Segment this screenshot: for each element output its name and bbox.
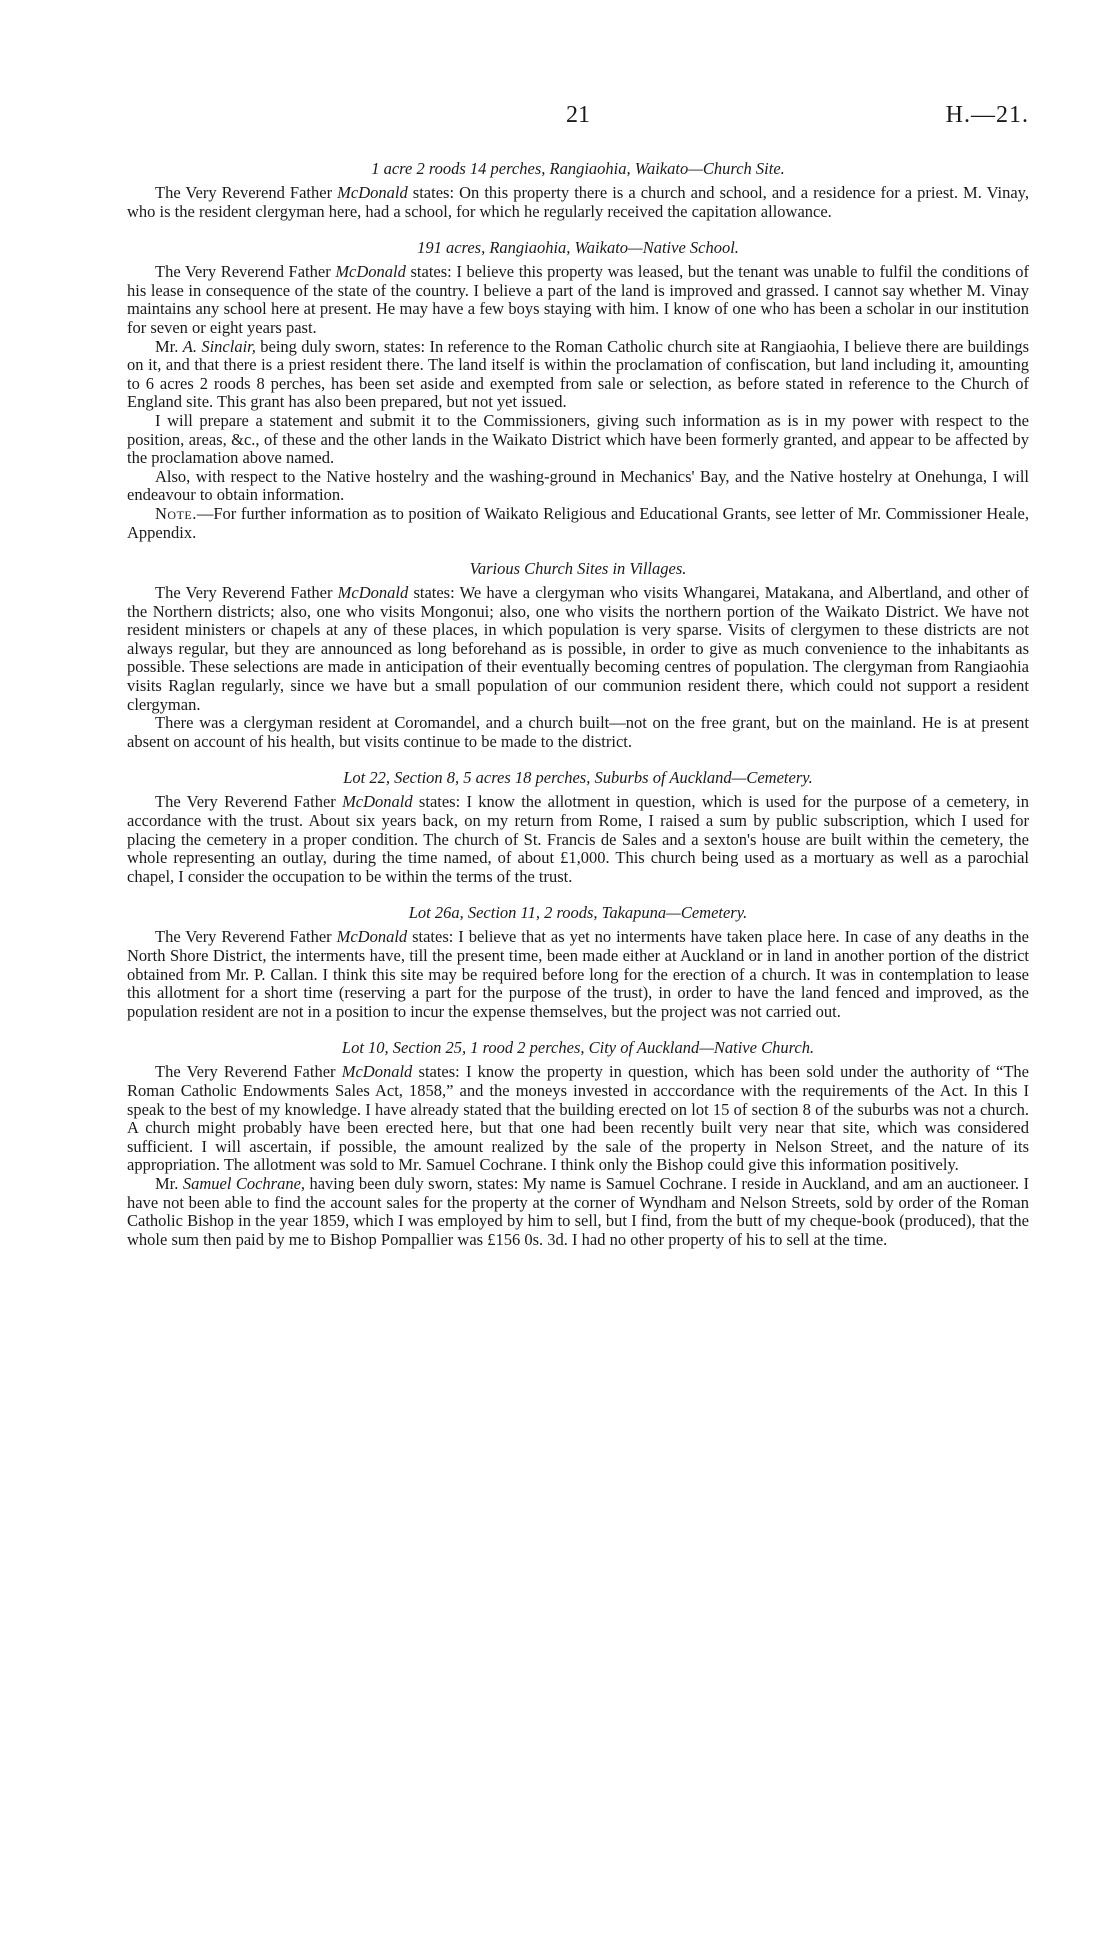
witness-name: McDonald bbox=[342, 792, 413, 812]
witness-name: McDonald bbox=[335, 262, 406, 282]
section bbox=[127, 1037, 1029, 1249]
section-heading: Lot 10, Section 25, 1 rood 2 perches, City of Auckland—Native Church. bbox=[341, 1038, 815, 1058]
paragraph bbox=[127, 338, 1029, 412]
paragraph-lead: The Very Reverend Father bbox=[155, 792, 343, 812]
paragraph-text: states: I know the property in question, which has been sold under the authority of “The Roman Catholic Endowments Sales Act, 1858,” and the moneys invested in acccordance with the requirements of the Act. In this I speak to the best of my knowledge. I have already stated that the building erected on lot 15 of section 8 of the suburbs was not a church. A church might probably have been erected here, but that one had been recently built very near that site, which was considered sufficient. I will ascertain, if possible, the amount realized by the sale of the property in Nelson Street, and the nature of its appropriation. The allotment was sold to Mr. Samuel Cochrane. I think only the Bishop could give this information positively. bbox=[127, 1062, 1029, 1175]
paragraph-text: states: I know the allotment in question, which is used for the purpose of a cemetery, in accordance with the trust. About six years back, on my return from Rome, I raised a sum by public subscription, which I used for placing the cemetery in a proper condition. The church of St. Francis de Sales and a sexton's house are built within the cemetery, the whole representing an outlay, during the time named, of about £1,000. This church being used as a mortuary as well as a parochial chapel, I consider the occupation to be within the terms of the trust. bbox=[127, 792, 1029, 886]
paragraph bbox=[127, 714, 1029, 751]
witness-name: McDonald bbox=[341, 1062, 413, 1082]
paragraph-lead: The Very Reverend Father bbox=[155, 183, 338, 202]
note-label: Note. bbox=[155, 503, 197, 523]
document-reference: H.—21. bbox=[945, 102, 1029, 128]
section bbox=[127, 237, 1029, 542]
document-page bbox=[127, 102, 1029, 1265]
paragraph bbox=[127, 412, 1029, 468]
section-heading: Lot 22, Section 8, 5 acres 18 perches, Suburbs of Auckland—Cemetery. bbox=[343, 768, 813, 788]
paragraph-text: I will prepare a statement and submit it to the Commissioners, giving such information as is in my power with respect to the position, areas, &c., of these and the other lands in the Waikato District which have been formerly granted, and appear to be affected by the proclamation above named. bbox=[127, 410, 1029, 468]
paragraph-text: There was a clergyman resident at Coromandel, and a church built—not on the free grant, but on the mainland. He is at present absent on account of his health, but visits continue to be made to the district. bbox=[127, 713, 1029, 751]
paragraph-text: having been duly sworn, states: My name is Samuel Cochrane. I reside in Auckland, and am an auctioneer. I have not been able to find the account sales for the property at the corner of Wyndham and Nelson Streets, sold by order of the Roman Catholic Bishop in the year 1859, which I was employed by him to sell, but I find, from the butt of my cheque-book (produced), that the whole sum then paid by me to Bishop Pompallier was £156 0s. 3d. I had no other property of his to sell at the time. bbox=[127, 1173, 1029, 1249]
paragraph-text: states: On this property there is a church and school, and a residence for a priest. M. Vinay, who is the resident clergyman here, had a school, for which he regularly received the capitation allowance. bbox=[127, 183, 1029, 221]
section bbox=[127, 558, 1029, 751]
document-body bbox=[127, 158, 1029, 1249]
section bbox=[127, 158, 1029, 221]
witness-name: A. Sinclair, bbox=[182, 336, 256, 356]
paragraph bbox=[127, 584, 1029, 714]
paragraph-text: states: We have a clergyman who visits Whangarei, Matakana, and Albertland, and other of the Northern districts; also, one who visits Mongonui; also, one who visits the northern portion of the Waikato District. We have not resident ministers or chapels at any of these places, in which population is very sparse. Visits of clergymen to these districts are not always regular, but they are announced as long beforehand as is possible, in order to give as much convenience to the inhabitants as possible. These selections are made in anticipation of their eventually becoming centres of population. The clergyman from Rangiaohia visits Raglan regularly, since we have but a small population of our communion resident there, which could not support a resident clergyman. bbox=[127, 583, 1030, 714]
paragraph-text: states: I believe that as yet no interments have taken place here. In case of any deaths in the North Shore District, the interments have, till the present time, been made either at Auckland or in land in another portion of the district obtained from Mr. P. Callan. I think this site may be required before long for the erection of a church. It was in contemplation to lease this allotment for a short time (reserving a part for the purpose of the trust), in order to have the land fenced and improved, as the population resident are not in a position to incur the expense themselves, but the project was not carried out. bbox=[127, 927, 1029, 1021]
witness-name: McDonald bbox=[337, 183, 408, 202]
paragraph bbox=[127, 505, 1029, 542]
witness-name: McDonald bbox=[336, 927, 408, 947]
paragraph-text: Also, with respect to the Native hostelry and the washing-ground in Mechanics' Bay, and the Native hostelry at Onehunga, I will endeavour to obtain information. bbox=[127, 466, 1029, 505]
page-number: 21 bbox=[566, 102, 590, 128]
paragraph-lead: The Very Reverend Father bbox=[155, 927, 337, 947]
paragraph bbox=[127, 468, 1029, 505]
paragraph bbox=[127, 1175, 1029, 1249]
section bbox=[127, 902, 1029, 1021]
paragraph-text: —For further information as to position of Waikato Religious and Educational Grants, see letter of Mr. Commissioner Heale, Appendix. bbox=[127, 503, 1029, 542]
paragraph-lead: Mr. bbox=[155, 1173, 183, 1193]
page-header bbox=[127, 102, 1029, 136]
witness-name: Samuel Cochrane, bbox=[182, 1173, 306, 1193]
paragraph-text: being duly sworn, states: In reference to the Roman Catholic church site at Rangiaohia, I believe there are buildings on it, and that there is a priest resident there. The land itself is within the proclamation of confiscation, but land including it, amounting to 6 acres 2 roods 8 perches, has been set aside and exempted from sale or selection, as before stated in reference to the Church of England site. This grant has also been prepared, but not yet issued. bbox=[127, 336, 1029, 412]
paragraph-text: states: I believe this property was leased, but the tenant was unable to fulfil the conditions of his lease in consequence of the state of the country. I believe a part of the land is improved and grassed. I cannot say whether M. Vinay maintains any school here at present. He may have a few boys staying with him. I know of one who has been a scholar in our institution for seven or eight years past. bbox=[127, 262, 1029, 337]
paragraph bbox=[127, 184, 1029, 221]
paragraph-lead: The Very Reverend Father bbox=[155, 1062, 342, 1082]
paragraph-lead: The Very Reverend Father bbox=[155, 583, 338, 603]
paragraph-lead: Mr. bbox=[155, 336, 183, 356]
section-heading: 1 acre 2 roods 14 perches, Rangiaohia, Waikato—Church Site. bbox=[371, 159, 785, 178]
witness-name: McDonald bbox=[337, 583, 409, 603]
paragraph bbox=[127, 793, 1029, 886]
section bbox=[127, 767, 1029, 886]
section-heading: Lot 26a, Section 11, 2 roods, Takapuna—Cemetery. bbox=[408, 903, 748, 923]
paragraph bbox=[127, 263, 1029, 337]
paragraph-lead: The Very Reverend Father bbox=[155, 262, 336, 282]
paragraph bbox=[127, 928, 1029, 1021]
section-heading: Various Church Sites in Villages. bbox=[469, 559, 687, 579]
section-heading: 191 acres, Rangiaohia, Waikato—Native School. bbox=[417, 238, 739, 258]
paragraph bbox=[127, 1063, 1029, 1175]
